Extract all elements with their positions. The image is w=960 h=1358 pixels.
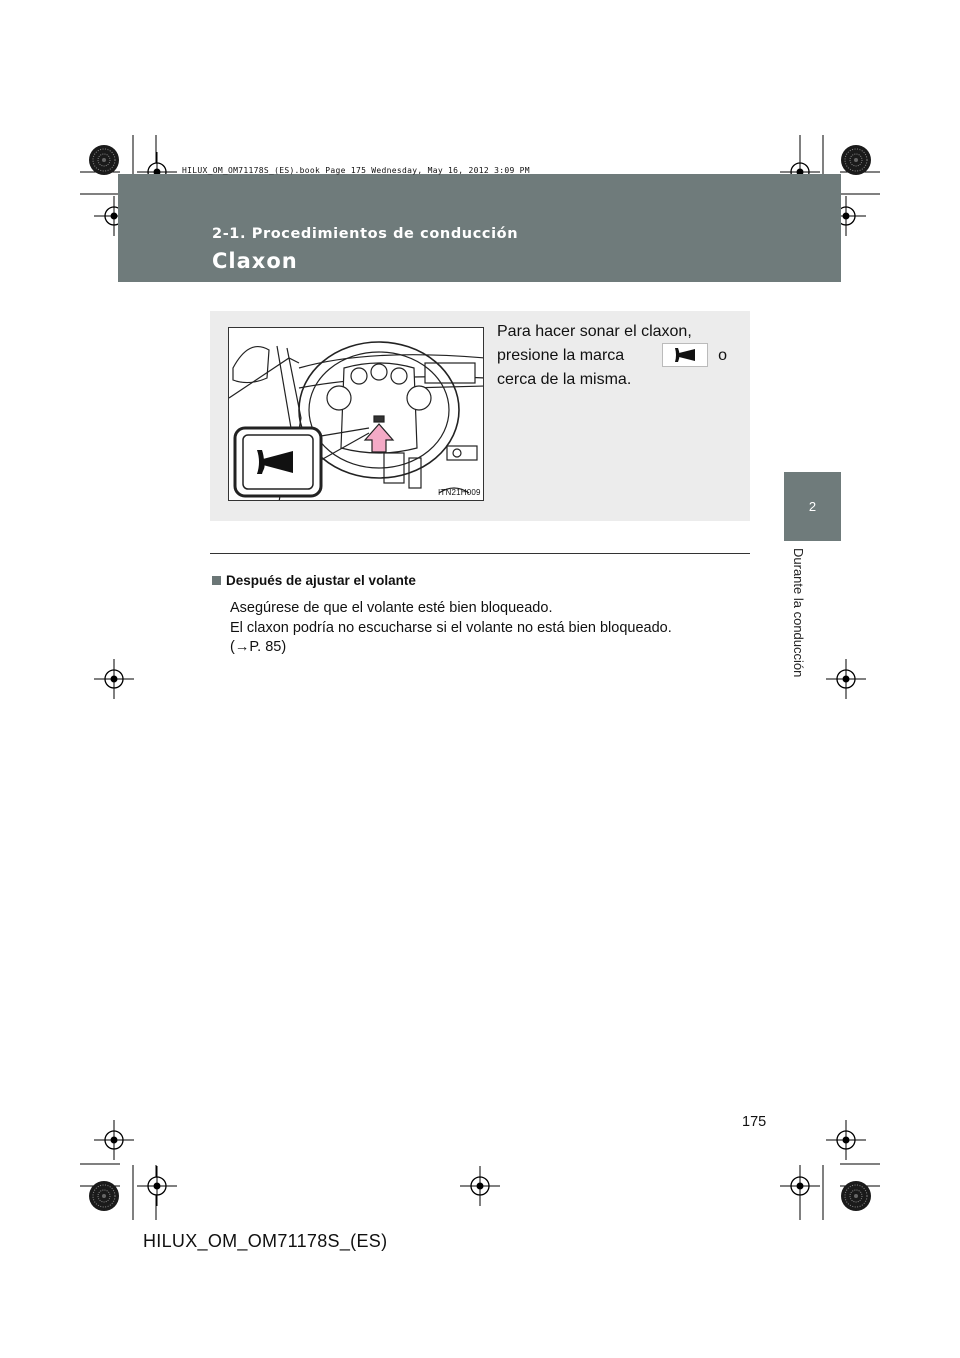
horn-icon xyxy=(662,343,708,367)
section-label: 2-1. Procedimientos de conducción xyxy=(212,226,519,242)
chapter-side-text: Durante la conducción xyxy=(791,548,806,678)
steering-wheel-illustration xyxy=(228,327,484,501)
note-line-2: El claxon podría no escucharse si el volante no está bien bloqueado. xyxy=(230,619,672,636)
page-title: Claxon xyxy=(212,249,298,273)
instruction-line-2-before: presione la marca xyxy=(497,347,625,364)
square-bullet-icon xyxy=(212,576,221,585)
instruction-line-2 xyxy=(497,344,727,368)
chapter-side-label xyxy=(786,548,810,698)
footer-code: HILUX_OM_OM71178S_(ES) xyxy=(143,1231,388,1251)
note-heading-text: Después de ajustar el volante xyxy=(226,573,416,588)
dashboard-drawing xyxy=(229,328,484,501)
instruction-text xyxy=(497,320,727,392)
note-line-1: Asegúrese de que el volante esté bien bloqueado. xyxy=(230,600,553,616)
note-body xyxy=(230,599,672,658)
instruction-line-2-after: o xyxy=(718,347,727,365)
instruction-line-3: cerca de la misma. xyxy=(497,371,632,389)
book-info: HILUX_OM_OM71178S_(ES).book Page 175 Wednesday, May 16, 2012 3:09 PM xyxy=(182,166,530,175)
note-heading xyxy=(212,573,416,588)
instruction-line-1 xyxy=(497,320,727,344)
note-page-reference[interactable]: (→P. 85) xyxy=(230,639,287,655)
chapter-tab: 2 xyxy=(784,472,841,541)
illustration-code: ITN21H009 xyxy=(438,488,481,497)
instruction-line-1-text: Para hacer sonar el claxon, xyxy=(497,323,692,340)
page-number: 175 xyxy=(742,1114,767,1130)
divider xyxy=(210,553,750,554)
